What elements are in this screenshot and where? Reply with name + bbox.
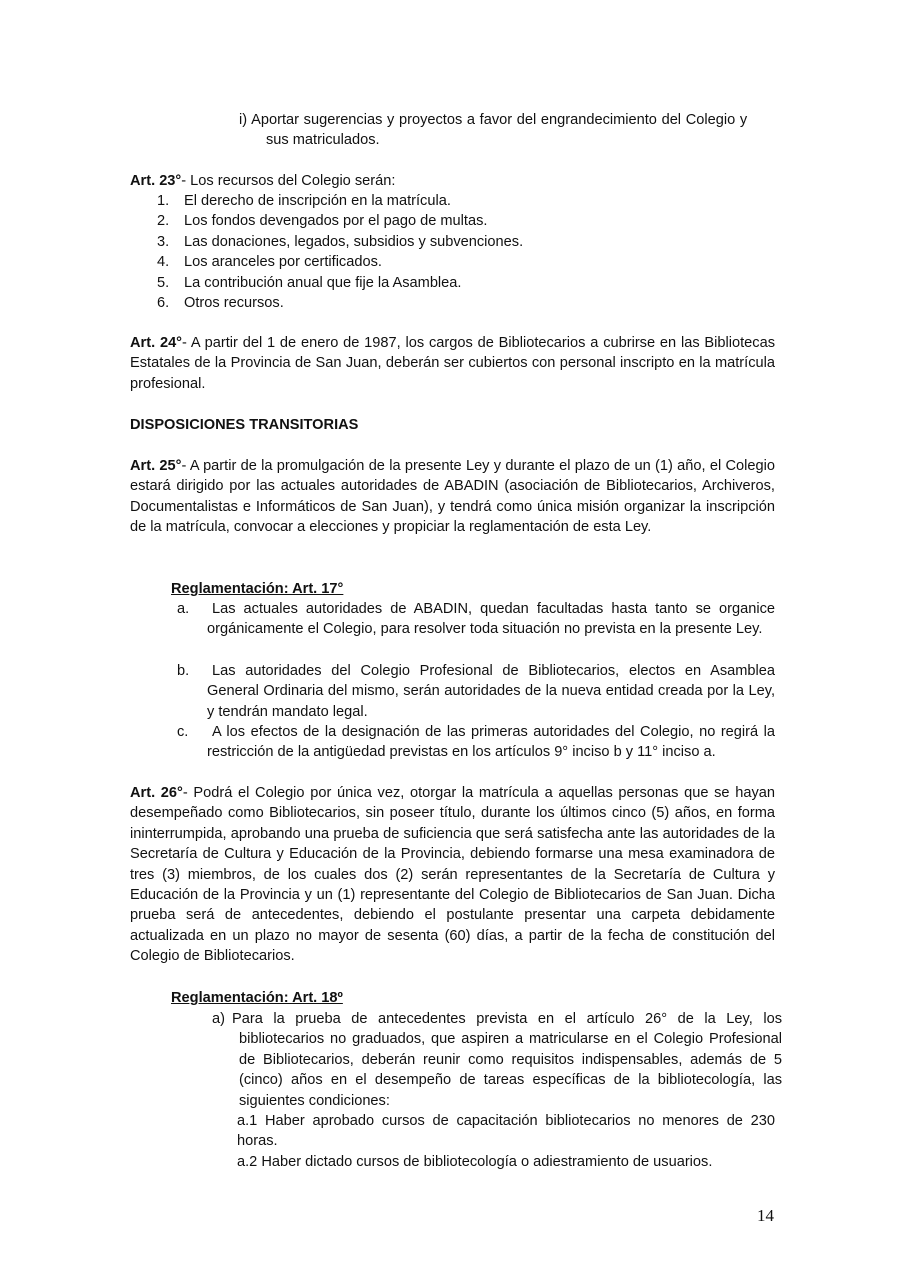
list-number: 1. — [157, 193, 170, 209]
regulation-heading-17: Reglamentación: Art. 17° — [171, 581, 344, 597]
list-number: 3. — [157, 233, 170, 250]
regulation-subitem-a2: a.2 Haber dictado cursos de bibliotecología o adiestramiento de usuarios. — [237, 1154, 713, 1170]
list-item — [157, 273, 462, 293]
list-item — [157, 211, 488, 231]
list-item — [157, 293, 284, 313]
art-24-paragraph — [130, 333, 775, 394]
art-23-intro — [130, 171, 395, 191]
list-marker: i) — [239, 112, 248, 128]
list-item — [157, 252, 382, 272]
list-number: 2. — [157, 213, 170, 230]
list-text: Las donaciones, legados, subsidios y subvenciones. — [184, 233, 524, 250]
list-marker: c. — [177, 724, 189, 740]
regulation-item-a: Para la prueba de antecedentes prevista en el artículo 26° de la Ley, los bibliotecarios no graduados, que aspiren a matricularse en el Colegio Profesional de Bibliotecarios, deberán reunir como requisitos indispensables, además de 5 (cinco) años en el desempeño de tareas específicas de la bibliotecología, las siguientes condiciones: — [232, 1011, 782, 1109]
article-text: - A partir de la promulgación de la presente Ley y durante el plazo de un (1) año, el Colegio estará dirigido por las actuales autoridades de ABADIN (asociación de Bibliotecarios, Archiveros, Documentalistas e Informáticos de San Juan), y tendrá como única misión organizar la inscripción de la matrícula, convocar a elecciones y propiciar la reglamentación de esta Ley. — [130, 458, 775, 536]
regulation-heading-18: Reglamentación: Art. 18º — [171, 990, 343, 1006]
page-number: 14 — [757, 1206, 774, 1225]
regulation-item: Las autoridades del Colegio Profesional de Bibliotecarios, electos en Asamblea General Ordinaria del mismo, serán autoridades de la nueva entidad creada por la Ley, y tendrán mandato legal. — [207, 663, 775, 720]
regulation-subitem-a1: a.1 Haber aprobado cursos de capacitación bibliotecarios no menores de 230 horas. — [237, 1113, 775, 1150]
article-label: Art. 25° — [130, 458, 182, 474]
article-label: Art. 26° — [130, 785, 183, 801]
list-number: 5. — [157, 274, 170, 291]
list-text: Los fondos devengados por el pago de multas. — [184, 213, 488, 230]
section-heading: DISPOSICIONES TRANSITORIAS — [130, 417, 359, 433]
list-text: Otros recursos. — [184, 295, 284, 311]
list-number: 6. — [157, 295, 170, 311]
list-text: Los aranceles por certificados. — [184, 254, 382, 271]
regulation-item: A los efectos de la designación de las primeras autoridades del Colegio, no regirá la restricción de la antigüedad previstas en los artículos 9° inciso b y 11° inciso a. — [207, 724, 775, 761]
article-label: Art. 24° — [130, 335, 183, 351]
art-26-paragraph — [130, 783, 775, 967]
article-label: Art. 23° — [130, 173, 182, 189]
list-text: La contribución anual que fije la Asamblea. — [184, 274, 462, 291]
art-25-paragraph — [130, 456, 775, 538]
article-text: - Podrá el Colegio por única vez, otorgar la matrícula a aquellas personas que se hayan desempeñado como Bibliotecarios, sin poseer título, durante los últimos cinco (5) años, en forma ininterrumpida, aprobando una prueba de suficiencia que será satisfecha ante las autoridades de la Secretaría de Cultura y Educación de la Provincia, debiendo formarse una mesa examinadora de tres (3) miembros, de los cuales dos (2) serán representantes de la Secretaría de Cultura y Educación de la Provincia y un (1) representante del Colegio de Bibliotecarios de San Juan. Dicha prueba será de antecedentes, debiendo el postulante presentar una carpeta debidamente actualizada en un plazo no mayor de sesenta (60) días, a partir de la fecha de constitución del Colegio de Bibliotecarios. — [130, 785, 775, 965]
list-item — [157, 191, 451, 211]
regulation-item: Las actuales autoridades de ABADIN, quedan facultadas hasta tanto se organice orgánicamente el Colegio, para resolver toda situación no prevista en la presente Ley. — [207, 601, 775, 638]
list-text: El derecho de inscripción en la matrícula. — [184, 193, 451, 209]
article-text: - A partir del 1 de enero de 1987, los cargos de Bibliotecarios a cubrirse en las Bibliotecas Estatales de la Provincia de San Juan, deberán ser cubiertos con personal inscripto en la matrícula profesional. — [130, 335, 776, 392]
list-number: 4. — [157, 254, 170, 271]
article-text: - Los recursos del Colegio serán: — [181, 173, 396, 189]
list-item-i — [239, 110, 747, 130]
list-marker: a) — [212, 1011, 225, 1027]
list-marker: b. — [177, 663, 190, 679]
list-text: Aportar sugerencias y proyectos a favor del engrandecimiento del Colegio y — [251, 112, 748, 128]
list-item-i-continuation: sus matriculados. — [266, 132, 380, 148]
list-marker: a. — [177, 601, 190, 617]
list-item — [157, 232, 524, 252]
